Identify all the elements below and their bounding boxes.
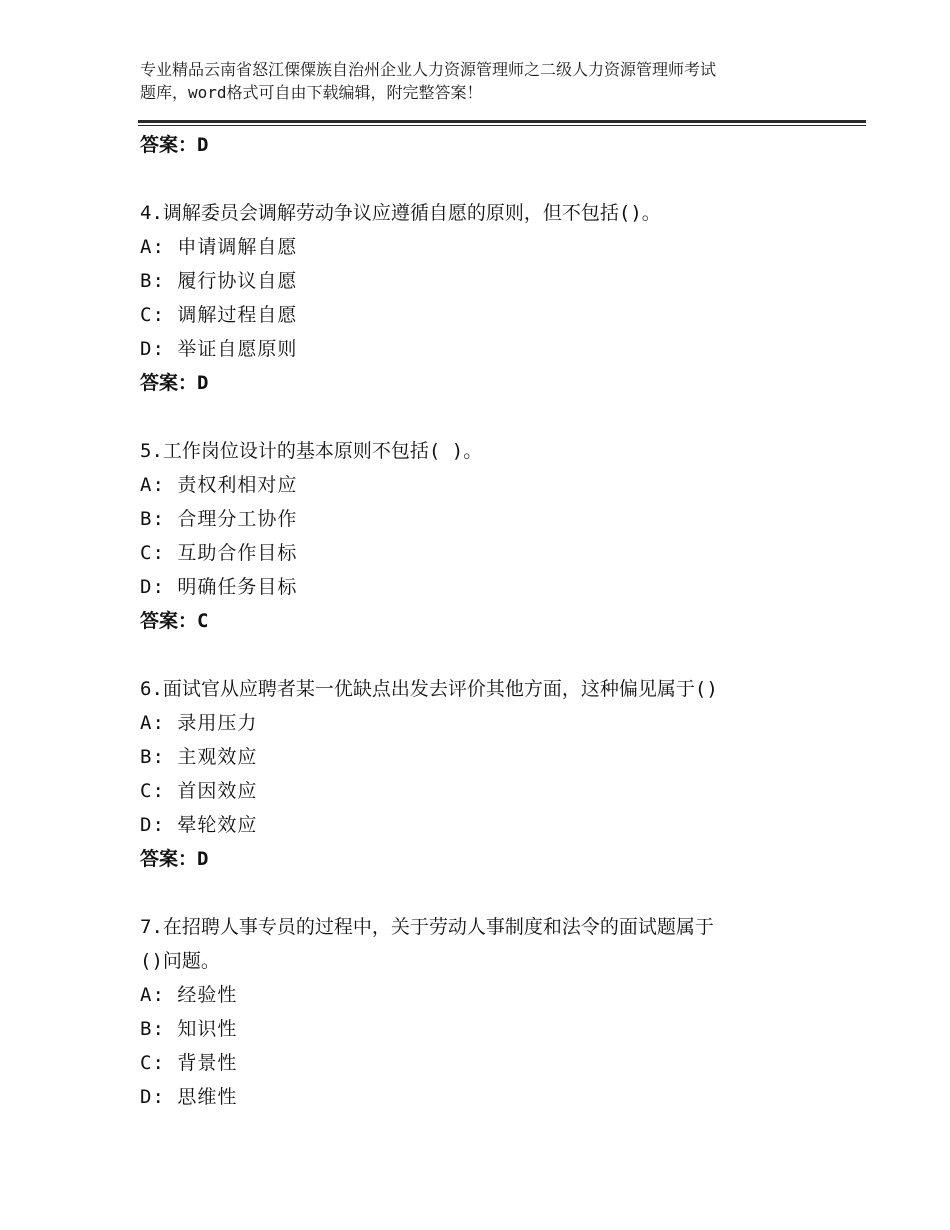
question-7 [140, 910, 860, 1114]
question-5 [140, 434, 860, 638]
question-4 [140, 196, 860, 400]
answer-line: 答案：D [140, 848, 209, 870]
answer-line: 答案：C [140, 610, 209, 632]
header-rule-thick [138, 120, 866, 123]
option-b: B: 主观效应 [140, 746, 258, 768]
option-b: B: 履行协议自愿 [140, 270, 298, 292]
option-d: D: 晕轮效应 [140, 814, 258, 836]
option-a: A: 经验性 [140, 984, 238, 1006]
option-a: A: 申请调解自愿 [140, 236, 298, 258]
option-c: C: 首因效应 [140, 780, 258, 802]
document-header [140, 58, 840, 104]
option-a: A: 责权利相对应 [140, 474, 298, 496]
question-text: 5.工作岗位设计的基本原则不包括( )。 [140, 440, 483, 462]
question-text-line-2: ()问题。 [140, 950, 220, 972]
option-d: D: 举证自愿原则 [140, 338, 298, 360]
option-b: B: 合理分工协作 [140, 508, 298, 530]
option-d: D: 明确任务目标 [140, 576, 298, 598]
question-text: 4.调解委员会调解劳动争议应遵循自愿的原则，但不包括()。 [140, 202, 661, 224]
answer-line: 答案：D [140, 134, 209, 156]
question-text-line-1: 7.在招聘人事专员的过程中，关于劳动人事制度和法令的面试题属于 [140, 916, 714, 938]
question-text: 6.面试官从应聘者某一优缺点出发去评价其他方面，这种偏见属于() [140, 678, 718, 700]
header-rule-thin [138, 125, 866, 126]
option-a: A: 录用压力 [140, 712, 258, 734]
answer-line: 答案：D [140, 372, 209, 394]
question-list [140, 128, 860, 1114]
option-c: C: 调解过程自愿 [140, 304, 298, 326]
option-c: C: 互助合作目标 [140, 542, 298, 564]
header-line-1: 专业精品云南省怒江傈僳族自治州企业人力资源管理师之二级人力资源管理师考试 [140, 60, 717, 79]
option-d: D: 思维性 [140, 1086, 238, 1108]
option-c: C: 背景性 [140, 1052, 238, 1074]
question-6 [140, 672, 860, 876]
option-b: B: 知识性 [140, 1018, 238, 1040]
header-line-2: 题库，word格式可自由下载编辑，附完整答案！ [140, 83, 483, 102]
